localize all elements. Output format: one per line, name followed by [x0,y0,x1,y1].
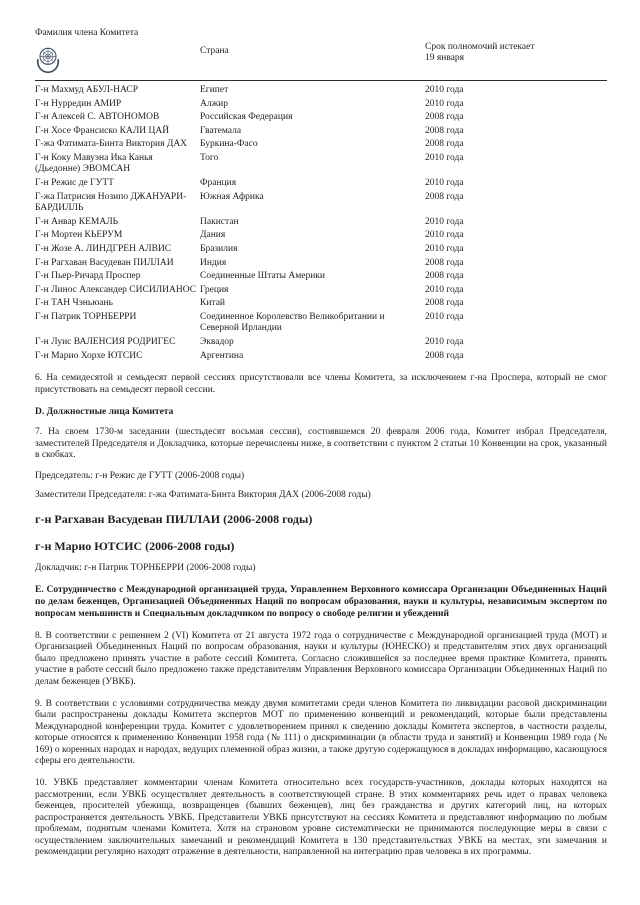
member-country: Египет [200,85,229,95]
member-name: Г-н Мортен КЬЕРУМ [35,230,123,241]
member-row [35,152,607,177]
member-term: 2010 года [425,243,464,254]
member-country: Франция [200,178,237,189]
member-term: 2008 года [425,191,464,202]
member-term: 2010 года [425,178,464,189]
member-term: 2010 года [425,230,464,241]
paragraph-10: 10. УВКБ представляет комментарии членам Комитета относительно всех государств-участников, доклады которых находятся на рассмотрении, если УВКБ осуществляет деятельность в соответствующей стране. В этих комментариях речь идет о правах человека беженцев, просителей убежища, возвращенцев (бывших беженцев), лиц без гражданства и других категорий лиц, на которых распространяется деятельность УВКБ. Представители УВКБ присутствуют на сессиях Комитета и представляют информацию по любым проблемам, поднятым членами Комитета. Хотя на страновом уровне систематически не принимаются последующие меры в связи с осуществлением заключительных замечаний и рекомендаций Комитета в 130 представительствах УВКБ на местах, эти замечания и рекомендации регулярно находят отражение в деятельности, направленной на интеграцию прав человека в их программы. [35,778,607,858]
member-name: Г-н Луис ВАЛЕНСИЯ РОДРИГЕС [35,336,176,347]
member-term: 2008 года [425,298,464,309]
member-name: Г-н Нурредин АМИР [35,98,122,109]
member-term: 2008 года [425,350,464,361]
member-country: Соединенные Штаты Америки [200,271,326,282]
member-row [35,138,607,152]
paragraph-6: 6. На семидесятой и семьдесят первой сессиях присутствовали все члены Комитета, за исключением г-на Проспера, который не смог присутствовать на семьдесят первой сессии. [35,373,607,395]
member-row [35,270,607,284]
section-d-heading: D. Должностные лица Комитета [35,407,174,418]
member-name: Г-н Хосе Франсиско КАЛИ ЦАЙ [35,125,170,136]
paragraph-7: 7. На своем 1730-м заседании (шестьдесят восьмая сессия), состоявшемся 20 февраля 2006 года, Комитет избрал Председателя, заместителей Председателя и Докладчика, которые перечислены ниже, в соответствии с пунктом 2 статьи 10 Конвенции на срок, указанный в скобках. [35,427,607,461]
member-country: Того [200,152,219,163]
member-row [35,311,607,336]
member-term: 2010 года [425,98,464,109]
member-term: 2010 года [425,152,464,163]
member-row [35,336,607,350]
un-emblem-icon [32,43,64,75]
term-column-header [425,28,607,75]
rapporteur-line: Докладчик: г-н Патрик ТОРНБЕРРИ (2006-2008 годы) [35,563,256,574]
member-country: Греция [200,284,229,295]
member-country: Индия [200,257,227,268]
country-col-label: Страна [200,46,229,56]
section-e-heading: Е. Сотрудничество с Международной организацией труда, Управлением Верховного комиссара Организации Объединенных Наций по делам беженцев, Организацией Объединенных Наций по вопросам образования, науки и культуры, независимым экспертом по вопросам меньшинств и Специальным докладчиком по вопросу о свободе религии и убеждений [35,585,607,619]
members-table-header [35,28,607,81]
member-name: Г-н Анвар КЕМАЛЬ [35,216,119,227]
member-name: Г-жа Фатимата-Бинта Виктория ДАХ [35,139,188,150]
members-table-body [35,84,607,363]
member-name: Г-н ТАН Чэньюань [35,298,113,309]
member-column-header [35,28,200,75]
member-term: 2008 года [425,139,464,150]
member-row [35,243,607,257]
country-column-header [200,28,425,75]
member-term: 2010 года [425,284,464,295]
member-name: Г-н Коку Мавуэна Ика Канья (Дьедонне) ЭВОМСАН [35,152,153,175]
member-row [35,350,607,364]
member-country: Дания [200,230,226,241]
member-name: Г-н Махмуд АБУЛ-НАСР [35,85,139,95]
member-row [35,111,607,125]
member-name: Г-н Марио Хорхе ЮТСИС [35,350,143,361]
member-country: Аргентина [200,350,244,361]
member-row [35,229,607,243]
paragraph-9: 9. В соответствии с условиями сотрудничества между двумя комитетами среди членов Комитета по ликвидации расовой дискриминации были распространены доклады Комитета экспертов МОТ по применению конвенций и рекомендаций, которые были представлены Международной конференции труда. Комитет с удовлетворением принял к сведению доклады Комитета экспертов, в частности разделы, которые относятся к применению Конвенции 1958 года (№ 111) о дискриминации (в области труда и занятий) и Конвенции 1989 года (№ 169) о коренных народах и народах, ведущих племенной образ жизни, а также другую содержащуюся в докладах информацию, касающуюся сферы его деятельности. [35,698,607,767]
member-col-label: Фамилия члена Комитета [35,28,139,38]
member-name: Г-н Жозе А. ЛИНДГРЕН АЛВИС [35,243,172,254]
member-term: 2008 года [425,257,464,268]
term-col-label: Срок полномочий истекает 19 января [425,42,535,63]
member-term: 2010 года [425,336,464,347]
member-country: Соединенное Королевство Великобритании и Северной Ирландии [200,311,385,334]
member-row [35,84,607,98]
member-row [35,257,607,271]
member-term: 2010 года [425,311,464,322]
member-name: Г-н Линос Александер СИСИЛИАНОС [35,284,197,295]
member-country: Буркина-Фасо [200,139,258,150]
member-row [35,177,607,191]
member-row [35,125,607,139]
member-row [35,191,607,216]
vice-chair-yutzis-line: г-н Марио ЮТСИС (2006-2008 годы) [35,539,235,554]
member-row [35,216,607,230]
member-term: 2008 года [425,112,464,123]
member-country: Южная Африка [200,191,264,202]
member-country: Российская Федерация [200,112,293,123]
member-name: Г-н Патрик ТОРНБЕРРИ [35,311,137,322]
member-term: 2008 года [425,125,464,136]
member-name: Г-н Рагхаван Васудеван ПИЛЛАИ [35,257,174,268]
member-row [35,98,607,112]
member-country: Алжир [200,98,228,109]
member-country: Бразилия [200,243,238,254]
members-table [35,84,607,363]
member-country: Пакистан [200,216,239,227]
member-row [35,284,607,298]
vice-chairs-line: Заместители Председателя: г-жа Фатимата-Бинта Виктория ДАХ (2006-2008 годы) [35,490,371,501]
member-country: Гватемала [200,125,242,136]
chair-line: Председатель: г-н Режис де ГУТТ (2006-2008 годы) [35,471,245,482]
member-country: Эквадор [200,336,234,347]
member-name: Г-н Режис де ГУТТ [35,178,114,189]
member-name: Г-жа Патрисия Нозипо ДЖАНУАРИ-БАРДИЛЛЬ [35,191,187,214]
paragraph-8: 8. В соответствии с решением 2 (VI) Комитета от 21 августа 1972 года о сотрудничестве с Международной организацией труда (МОТ) и Организацией Объединенных Наций по вопросам образования, науки и культуры (ЮНЕСКО) и представителям этих двух организаций было предложено принять участие в работе сессий Комитета. Согласно сложившейся за последнее время практике Комитета, принять участие в работе сессий было предложено также представителям Управления Верховного комиссара Организации Объединенных Наций по делам беженцев (УВКБ). [35,630,607,687]
vice-chair-pillai-line: г-н Рагхаван Васудеван ПИЛЛАИ (2006-2008 годы) [35,512,313,527]
member-term: 2008 года [425,271,464,282]
member-term: 2010 года [425,85,464,95]
member-name: Г-н Алексей С. АВТОНОМОВ [35,112,160,123]
member-term: 2010 года [425,216,464,227]
member-name: Г-н Пьер-Ричард Проспер [35,271,141,282]
member-country: Китай [200,298,225,309]
member-row [35,297,607,311]
